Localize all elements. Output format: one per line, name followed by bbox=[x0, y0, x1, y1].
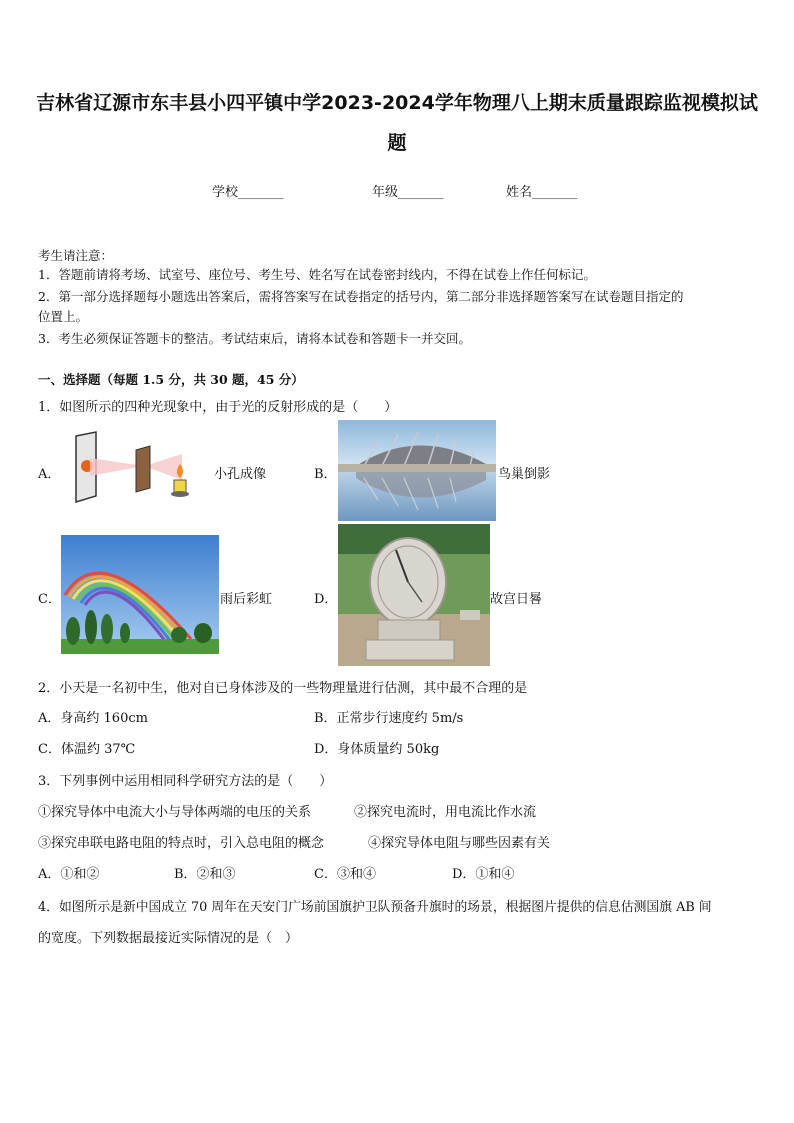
notice-item-2-continued: 位置上。 bbox=[38, 309, 89, 324]
question-4-stem: 4．如图所示是新中国成立 70 周年在天安门广场前国旗护卫队预备升旗时的场景，根据图片提供的信息估测国旗 AB 间 bbox=[38, 900, 712, 915]
q3-option-a: A．①和② bbox=[38, 867, 100, 882]
q2-option-c: C．体温约 37℃ bbox=[38, 742, 136, 757]
q2-option-a: A．身高约 160cm bbox=[38, 711, 148, 726]
exam-title-continued: 题 bbox=[387, 132, 407, 154]
name-field: 姓名_______ bbox=[506, 185, 578, 200]
sundial-image bbox=[338, 524, 490, 666]
q1-option-b-label: 鸟巢倒影 bbox=[498, 467, 551, 482]
notice-heading: 考生请注意： bbox=[38, 248, 114, 263]
exam-title: 吉林省辽源市东丰县小四平镇中学2023-2024学年物理八上期末质量跟踪监视模拟试 bbox=[36, 92, 758, 114]
q3-item-2: ②探究电流时，用电流比作水流 bbox=[354, 805, 537, 820]
q3-item-3: ③探究串联电路电阻的特点时，引入总电阻的概念 bbox=[38, 836, 325, 851]
q1-option-b-letter: B． bbox=[314, 467, 337, 482]
section-heading: 一、选择题（每题 1.5 分，共 30 题，45 分） bbox=[38, 372, 304, 387]
q1-option-a-letter: A． bbox=[38, 467, 61, 482]
notice-item-1: 1．答题前请将考场、试室号、座位号、考生号、姓名写在试卷密封线内，不得在试卷上作任何标记。 bbox=[38, 267, 596, 282]
q3-option-c: C．③和④ bbox=[314, 867, 376, 882]
q3-item-1: ①探究导体中电流大小与导体两端的电压的关系 bbox=[38, 805, 312, 820]
q3-item-4: ④探究导体电阻与哪些因素有关 bbox=[368, 836, 551, 851]
grade-field: 年级_______ bbox=[372, 185, 444, 200]
q1-option-c-label: 雨后彩虹 bbox=[220, 592, 273, 607]
pinhole-camera-image bbox=[70, 430, 194, 506]
question-1-stem: 1．如图所示的四种光现象中，由于光的反射形成的是（ ） bbox=[38, 400, 398, 415]
q1-option-d-letter: D． bbox=[314, 592, 338, 607]
q2-option-d: D．身体质量约 50kg bbox=[314, 742, 440, 757]
rainbow-image bbox=[61, 535, 219, 654]
q3-option-d: D．①和④ bbox=[452, 867, 515, 882]
q1-option-d-label: 故宫日晷 bbox=[490, 592, 543, 607]
notice-item-3: 3．考生必须保证答题卡的整洁。考试结束后，请将本试卷和答题卡一并交回。 bbox=[38, 331, 471, 346]
q1-option-a-label: 小孔成像 bbox=[214, 467, 267, 482]
notice-item-2: 2．第一部分选择题每小题选出答案后，需将答案写在试卷指定的括号内，第二部分非选择题答案写在试卷题目指定的 bbox=[38, 289, 684, 304]
school-field: 学校_______ bbox=[212, 185, 284, 200]
question-3-stem: 3．下列事例中运用相同科学研究方法的是（ ） bbox=[38, 774, 333, 789]
q1-option-c-letter: C． bbox=[38, 592, 61, 607]
q2-option-b: B．正常步行速度约 5m/s bbox=[314, 711, 464, 726]
question-4-stem-continued: 的宽度。下列数据最接近实际情况的是（ ） bbox=[38, 931, 299, 946]
question-2-stem: 2．小天是一名初中生，他对自已身体涉及的一些物理量进行估测，其中最不合理的是 bbox=[38, 681, 528, 696]
birds-nest-reflection-image bbox=[338, 420, 496, 521]
q3-option-b: B．②和③ bbox=[174, 867, 236, 882]
